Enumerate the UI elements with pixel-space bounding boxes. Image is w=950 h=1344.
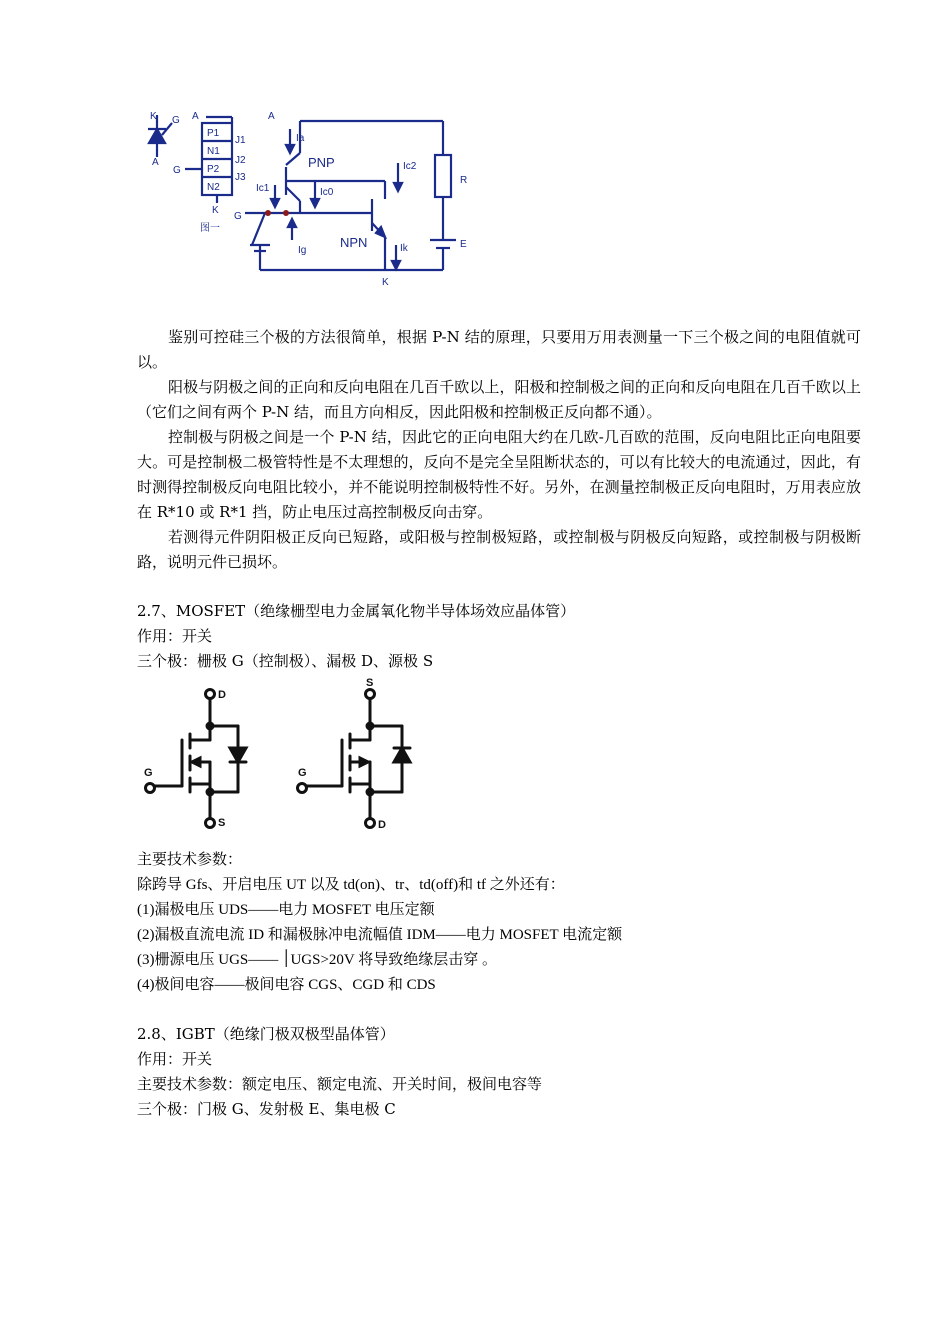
mosfet-param-1: (1)漏极电压 UDS——电力 MOSFET 电压定额	[137, 902, 435, 918]
mosfet-param-4: (4)极间电容——极间电容 CGS、CGD 和 CDS	[137, 977, 436, 993]
mosfet-function: 作用：开关	[137, 627, 213, 645]
circuit-label-k: K	[382, 277, 389, 288]
circuit-label-ia: Ia	[296, 133, 305, 144]
mosfet-param-3: (3)栅源电压 UGS—— ׀UGS>20V 将导致绝缘层击穿 。	[137, 952, 497, 968]
mosfet-terminals: 三个极：栅极 G（控制极）、漏极 D、源极 S	[137, 652, 434, 670]
left-mosfet-label-g: G	[144, 767, 153, 779]
right-mosfet-label-g: G	[298, 767, 307, 779]
circuit-label-r: R	[460, 175, 468, 186]
circuit-label-ic2: Ic2	[403, 161, 417, 172]
layer-label-g: G	[173, 165, 181, 176]
circuit-label-ik: Ik	[400, 243, 408, 254]
left-mosfet-label-d: D	[218, 689, 226, 701]
mosfet-params-intro: 除跨导 Gfs、开启电压 UT 以及 td(on)、tr、td(off)和 tf 之外还有：	[137, 877, 565, 893]
layer-label-a: A	[192, 111, 199, 122]
junction-label-j3: J3	[235, 172, 246, 183]
right-mosfet-label-s: S	[366, 678, 374, 689]
junction-label-j2: J2	[235, 155, 246, 166]
mosfet-heading: 2.7、MOSFET（绝缘栅型电力金属氧化物半导体场效应晶体管）	[137, 602, 576, 620]
symbol-label-k: K	[150, 111, 157, 122]
igbt-params: 主要技术参数：额定电压、额定电流、开关时间，极间电容等	[137, 1075, 543, 1093]
layer-label-n2: N2	[207, 182, 220, 193]
circuit-label-pnp: PNP	[308, 155, 335, 170]
right-mosfet-label-d: D	[378, 819, 386, 831]
igbt-terminals: 三个极：门极 G、发射极 E、集电极 C	[137, 1100, 396, 1118]
circuit-label-g: G	[234, 211, 242, 222]
layer-label-p2: P2	[207, 164, 220, 175]
paragraph-damaged-component: 若测得元件阴阳极正反向已短路，或阳极与控制极短路，或控制极与阴极反向短路，或控制极与阴极断路，说明元件已损坏。	[137, 528, 861, 571]
symbol-label-a: A	[152, 157, 159, 168]
mosfet-figure	[140, 678, 425, 833]
circuit-label-npn: NPN	[340, 235, 368, 250]
mosfet-param-2: (2)漏极直流电流 ID 和漏极脉冲电流幅值 IDM——电力 MOSFET 电流定额	[137, 927, 623, 943]
layer-label-k: K	[212, 205, 219, 216]
igbt-function: 作用：开关	[137, 1050, 213, 1068]
figure-caption: 图一	[200, 223, 220, 234]
paragraph-gate-cathode-resistance: 控制极与阴极之间是一个 P-N 结，因此它的正向电阻大约在几欧-几百欧的范围，反向电阻比正向电阻要大。可是控制极二极管特性是不太理想的，反向不是完全呈阻断状态的，可以有比较大的电流通过，因此，有时测得控制极反向电阻比较小，并不能说明控制极特性不好。另外，在测量控制极正反向电阻时，万用表应放在 R*10 或 R*1 挡，防止电压过高控制极反向击穿。	[137, 428, 861, 521]
paragraph-anode-cathode-resistance: 阳极与阴极之间的正向和反向电阻在几百千欧以上，阳极和控制极之间的正向和反向电阻在几百千欧以上（它们之间有两个 P-N 结，而且方向相反，因此阳极和控制极正反向都不通）。	[137, 378, 861, 421]
thyristor-figure	[140, 105, 485, 295]
circuit-label-ig: Ig	[298, 245, 307, 256]
igbt-heading: 2.8、IGBT（绝缘门极双极型晶体管）	[137, 1025, 395, 1043]
circuit-label-a: A	[268, 111, 275, 122]
left-mosfet-label-s: S	[218, 817, 226, 829]
mosfet-params-title: 主要技术参数：	[137, 852, 243, 868]
paragraph-identification-method: 鉴别可控硅三个极的方法很简单，根据 P-N 结的原理，只要用万用表测量一下三个极之间的电阻值就可以。	[137, 328, 861, 371]
junction-label-j1: J1	[235, 135, 246, 146]
circuit-label-ic0: Ic0	[320, 187, 334, 198]
layer-label-p1: P1	[207, 128, 220, 139]
layer-label-n1: N1	[207, 146, 220, 157]
circuit-label-e: E	[460, 239, 467, 250]
symbol-label-g: G	[172, 115, 180, 126]
circuit-label-ic1: Ic1	[256, 183, 270, 194]
